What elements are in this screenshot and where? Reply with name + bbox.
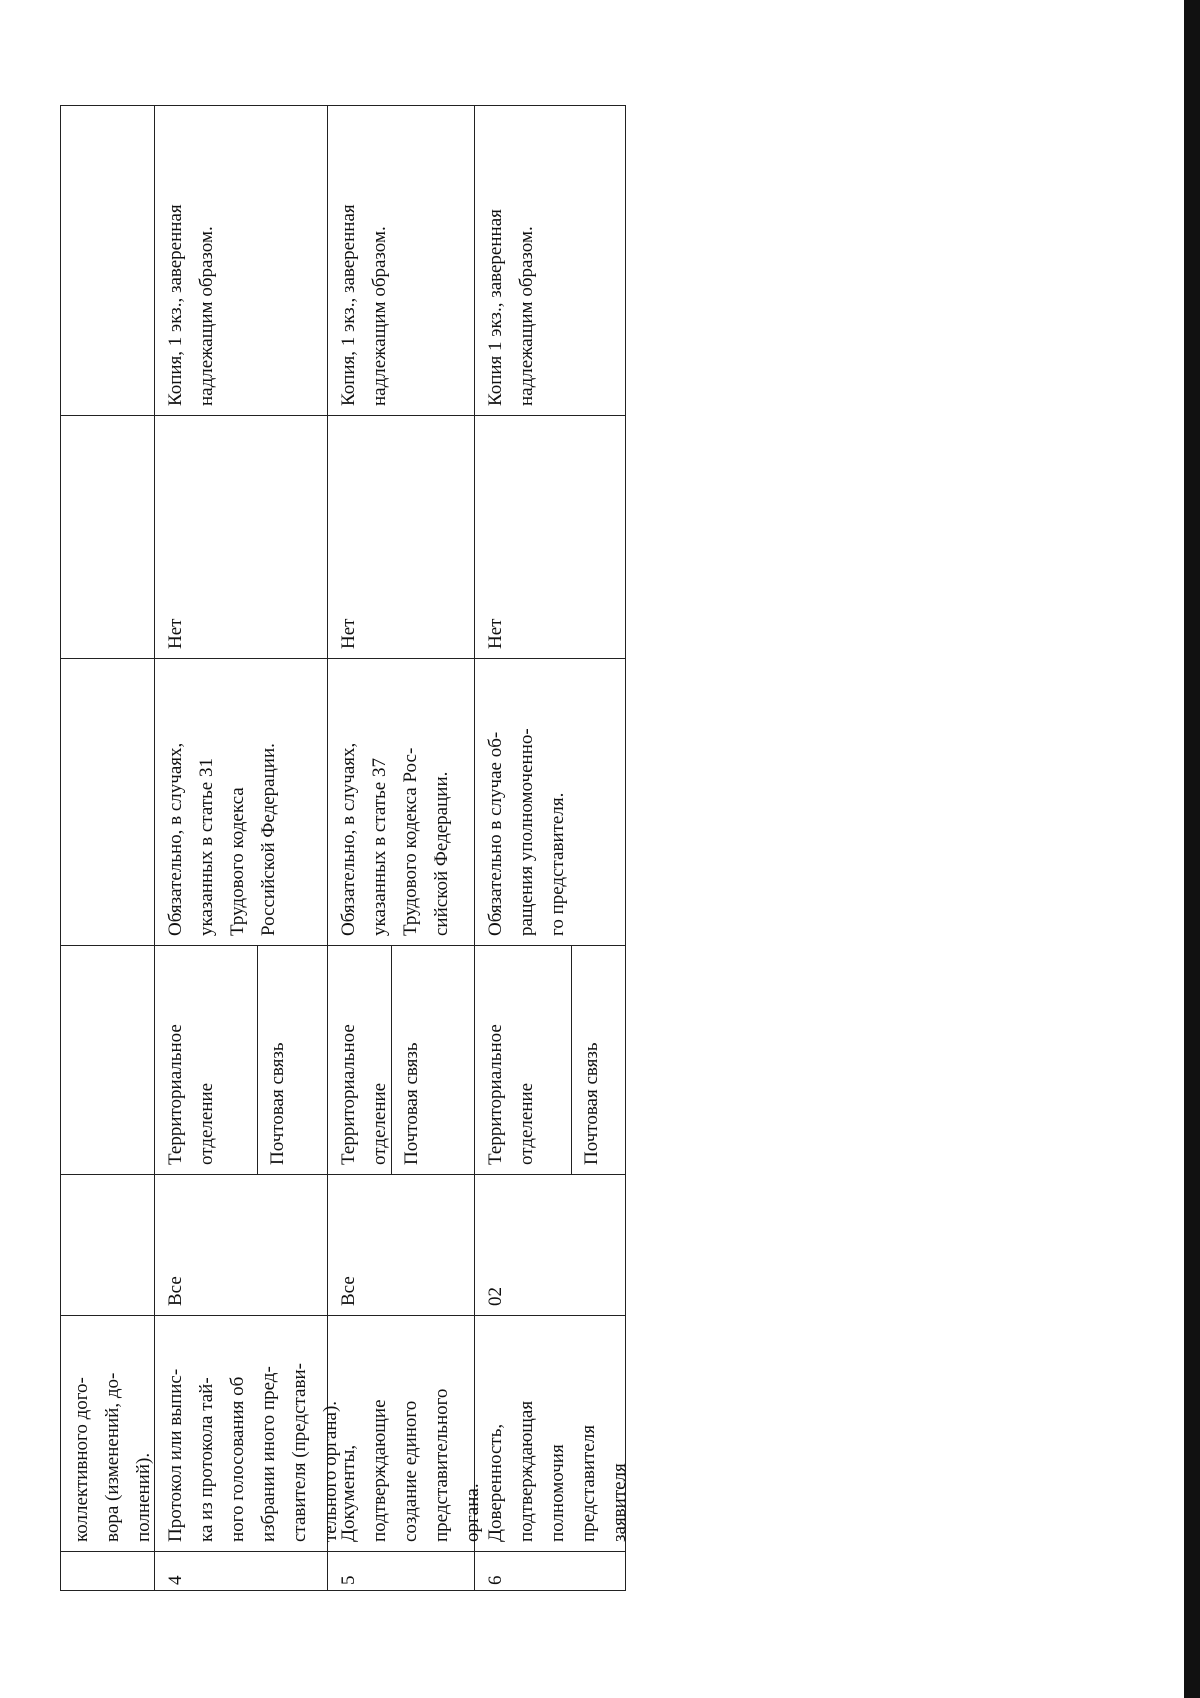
table-cell-condition: Обязательно, в случаях, указанных в статье 31 Трудового кодекса Российской Федерации. — [165, 742, 279, 936]
table-cell-channel: Почтовая связь — [401, 1042, 422, 1165]
table-cell-interagency: Нет — [165, 618, 186, 649]
table-cell-requirements: Копия, 1 экз., заверенная надлежащим образом. — [165, 204, 217, 406]
table-cell-document: Документы, подтверждающие создание единого представительного органа. — [338, 1388, 483, 1542]
table-cell-channel: Территориальное отделение — [485, 1024, 537, 1165]
table-cell-document: Протокол или выпис- ка из протокола тай- ного голосования об избрании иного пред- ставителя (представи- тельного органа). — [165, 1363, 341, 1542]
table-cell-channel: Почтовая связь — [267, 1042, 288, 1165]
table-cell-number: 4 — [165, 1575, 186, 1585]
table-cell-document: коллективного дого- вора (изменений, до- полнений). — [71, 1372, 154, 1542]
scan-edge-bar — [1184, 0, 1200, 1698]
grid-line — [257, 945, 258, 1174]
grid-line — [60, 1315, 626, 1316]
table-cell-requirements: Копия, 1 экз., заверенная надлежащим образом. — [338, 204, 390, 406]
table-cell-number: 5 — [338, 1575, 359, 1585]
table-cell-category: Все — [338, 1276, 359, 1306]
table-cell-channel: Почтовая связь — [581, 1042, 602, 1165]
grid-line — [60, 1551, 626, 1552]
table-cell-requirements: Копия 1 экз., заверенная надлежащим образом. — [485, 209, 537, 406]
grid-line — [60, 415, 626, 416]
table-cell-category: 02 — [485, 1287, 506, 1306]
table-cell-condition: Обязательно, в случаях, указанных в статье 37 Трудового кодекса Рос- сийской Федерации. — [338, 742, 452, 936]
table-cell-channel: Территориальное отделение — [338, 1024, 390, 1165]
grid-line — [571, 945, 572, 1174]
table-cell-channel: Территориальное отделение — [165, 1024, 217, 1165]
table-cell-interagency: Нет — [485, 618, 506, 649]
table-cell-category: Все — [165, 1276, 186, 1306]
table-cell-document: Доверенность, подтверждающая полномочия представителя заявителя — [485, 1400, 630, 1542]
table-cell-number: 6 — [485, 1575, 506, 1585]
table-cell-condition: Обязательно в случае об- ращения уполномоченно- го представителя. — [485, 728, 568, 936]
table-cell-interagency: Нет — [338, 618, 359, 649]
